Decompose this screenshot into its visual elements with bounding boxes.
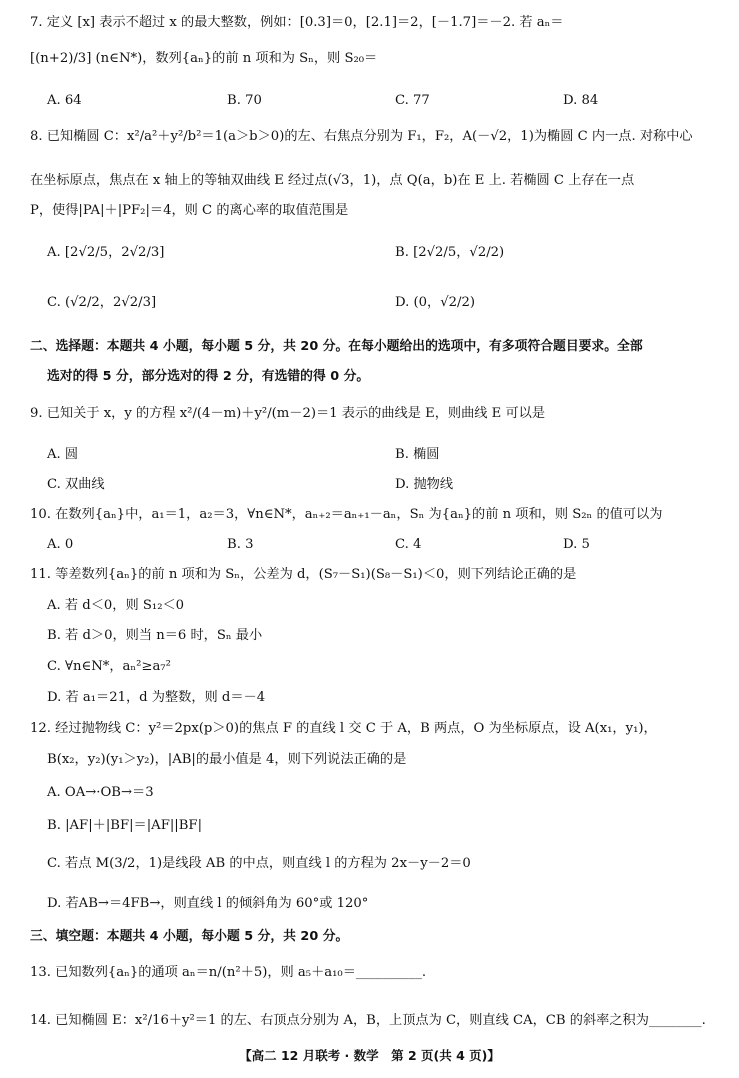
page-footer: 【高二 12 月联考 · 数学 第 2 页(共 4 页)】 <box>239 1048 500 1063</box>
section2-heading-line1: 二、选择题：本题共 4 小题，每小题 5 分，共 20 分。在每小题给出的选项中，有多项符合题目要求。全部 <box>30 339 643 354</box>
q9-options-row2 <box>47 476 717 498</box>
q7-stem-line1: 7. 定义 [x] 表示不超过 x 的最大整数，例如：[0.3]＝0，[2.1]＝2，[－1.7]＝－2. 若 aₙ＝ <box>30 15 564 30</box>
q10-option-b: B. 3 <box>227 537 254 552</box>
q12-stem-line1: 12. 经过抛物线 C：y²＝2px(p＞0)的焦点 F 的直线 l 交 C 于 A，B 两点，O 为坐标原点，设 A(x₁，y₁)， <box>30 721 657 736</box>
q7-options <box>47 92 717 114</box>
q12-option-d: D. 若AB→＝4FB→，则直线 l 的倾斜角为 60°或 120° <box>47 896 369 911</box>
q12-option-b: B. |AF|＋|BF|＝|AF||BF| <box>47 818 203 833</box>
q7-option-a: A. 64 <box>47 93 82 108</box>
q7-stem-line2: [(n+2)/3] (n∈N*)，数列{aₙ}的前 n 项和为 Sₙ，则 S₂₀＝ <box>30 51 378 66</box>
q11-option-b: B. 若 d＞0，则当 n＝6 时，Sₙ 最小 <box>47 628 263 643</box>
q11-stem: 11. 等差数列{aₙ}的前 n 项和为 Sₙ，公差为 d，(S₇－S₁)(S₈－S₁)＜0，则下列结论正确的是 <box>30 567 577 582</box>
q8-stem-line3: P，使得|PA|＋|PF₂|＝4，则 C 的离心率的取值范围是 <box>30 203 349 218</box>
q12-option-a: A. OA→·OB→＝3 <box>47 785 154 800</box>
q10-option-a: A. 0 <box>47 537 74 552</box>
q8-option-c: C. (√2/2，2√2/3] <box>47 295 157 310</box>
q8-option-d: D. (0，√2/2) <box>395 295 475 310</box>
q8-options-row1 <box>47 244 717 266</box>
q11-option-a: A. 若 d＜0，则 S₁₂＜0 <box>47 598 185 613</box>
q12-option-c: C. 若点 M(3/2，1)是线段 AB 的中点，则直线 l 的方程为 2x－y－2＝0 <box>47 856 471 871</box>
q7-option-d: D. 84 <box>563 93 599 108</box>
q9-options-row1 <box>47 446 717 468</box>
q12-stem-line2: B(x₂，y₂)(y₁＞y₂)，|AB|的最小值是 4，则下列说法正确的是 <box>47 752 407 767</box>
q10-option-d: D. 5 <box>563 537 590 552</box>
q8-options-row2 <box>47 294 717 316</box>
q9-option-c: C. 双曲线 <box>47 477 105 492</box>
q14-stem: 14. 已知椭圆 E：x²/16＋y²＝1 的左、右顶点分别为 A，B，上顶点为 C，则直线 CA，CB 的斜率之积为________. <box>30 1013 706 1028</box>
q10-stem: 10. 在数列{aₙ}中，a₁＝1，a₂＝3，∀n∈N*，aₙ₊₂＝aₙ₊₁－aₙ，Sₙ 为{aₙ}的前 n 项和，则 S₂ₙ 的值可以为 <box>30 507 663 522</box>
q11-option-c: C. ∀n∈N*，aₙ²≥a₇² <box>47 659 171 674</box>
q10-option-c: C. 4 <box>395 537 422 552</box>
q10-options <box>47 536 717 558</box>
q9-option-a: A. 圆 <box>47 447 79 462</box>
q7-option-c: C. 77 <box>395 93 430 108</box>
q8-stem-line2: 在坐标原点，焦点在 x 轴上的等轴双曲线 E 经过点(√3，1)，点 Q(a，b)在 E 上. 若椭圆 C 上存在一点 <box>30 173 635 188</box>
q9-stem: 9. 已知关于 x，y 的方程 x²/(4－m)＋y²/(m－2)＝1 表示的曲线是 E，则曲线 E 可以是 <box>30 406 546 421</box>
q8-option-b: B. [2√2/5，√2/2) <box>395 245 505 260</box>
section2-heading-line2: 选对的得 5 分，部分选对的得 2 分，有选错的得 0 分。 <box>47 369 370 384</box>
q9-option-b: B. 椭圆 <box>395 447 440 462</box>
q7-option-b: B. 70 <box>227 93 262 108</box>
q8-stem-line1: 8. 已知椭圆 C：x²/a²＋y²/b²＝1(a＞b＞0)的左、右焦点分别为 F₁，F₂，A(－√2，1)为椭圆 C 内一点. 对称中心 <box>30 129 693 144</box>
q8-option-a: A. [2√2/5，2√2/3] <box>47 245 165 260</box>
q11-option-d: D. 若 a₁＝21，d 为整数，则 d＝－4 <box>47 690 266 705</box>
q13-stem: 13. 已知数列{aₙ}的通项 aₙ＝n/(n²＋5)，则 a₅＋a₁₀＝__________. <box>30 965 427 980</box>
q9-option-d: D. 抛物线 <box>395 477 454 492</box>
section3-heading: 三、填空题：本题共 4 小题，每小题 5 分，共 20 分。 <box>30 929 349 944</box>
